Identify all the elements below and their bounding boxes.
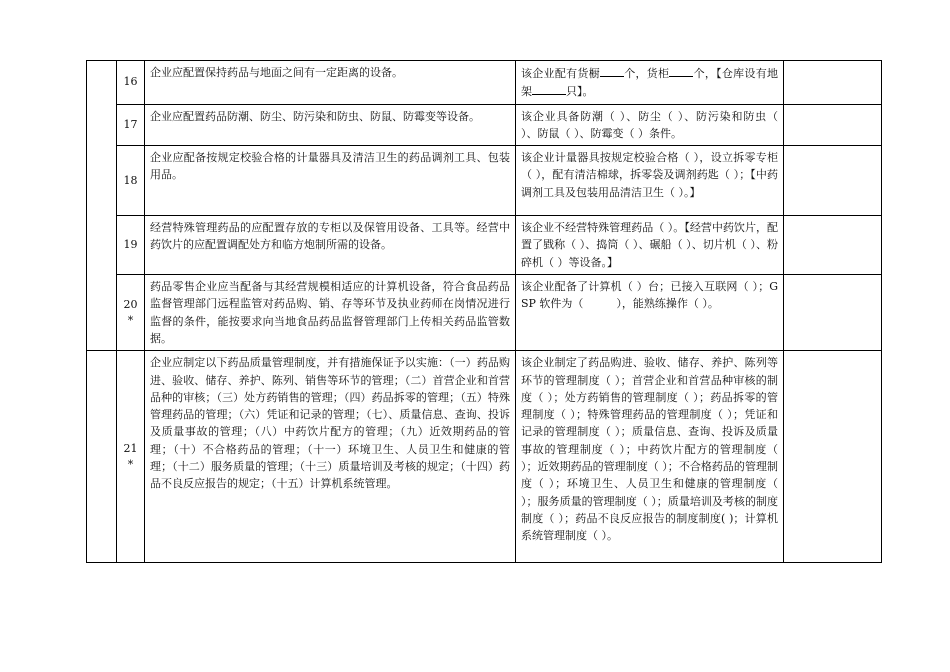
section-cell	[87, 351, 117, 563]
blank-line	[600, 64, 624, 77]
check-text: 该企业具备防潮（ ）、防尘（ ）、防污染和防虫（ ）、防鼠（ ）、防霉变（ ）条件。	[516, 104, 784, 146]
table-row	[87, 216, 882, 275]
item-number: 17	[117, 104, 145, 146]
item-number: 19	[117, 216, 145, 275]
section-cell	[87, 61, 117, 351]
table-row	[87, 351, 882, 563]
check-text: 该企业配备了计算机（ ）台；已接入互联网（ ）；GSP 软件为（ ），能熟练操作（ ）。	[516, 275, 784, 351]
item-number: 16	[117, 61, 145, 105]
requirement-text: 药品零售企业应当配备与其经营规模相适应的计算机设备，符合食品药品监督管理部门远程监管对药品购、销、存等环节及执业药师在岗情况进行监督的条件，能按要求向当地食品药品监督管理部门上传相关药品监管数据。	[145, 275, 516, 351]
requirement-text: 经营特殊管理药品的应配置存放的专柜以及保管用设备、工具等。经营中药饮片的应配置调配处方和临方炮制所需的设备。	[145, 216, 516, 275]
item-number: 21 *	[117, 351, 145, 563]
result-cell	[784, 146, 882, 216]
inspection-table	[86, 60, 882, 563]
check-text: 该企业计量器具按规定校验合格（ ），设立拆零专柜（ ），配有清洁棉球，拆零袋及调剂药匙（ ）；【中药调剂工具及包装用品清洁卫生（ ）。】	[516, 146, 784, 216]
item-number: 18	[117, 146, 145, 216]
requirement-text: 企业应配置保持药品与地面之间有一定距离的设备。	[145, 61, 516, 105]
star-mark: *	[127, 313, 134, 327]
result-cell	[784, 61, 882, 105]
table-row	[87, 61, 882, 105]
result-cell	[784, 104, 882, 146]
check-text: 该企业配有货橱 个，货柜 个，【仓库设有地架 只】。	[516, 61, 784, 105]
result-cell	[784, 216, 882, 275]
blank-line	[532, 82, 566, 95]
requirement-text: 企业应配备按规定校验合格的计量器具及清洁卫生的药品调剂工具、包装用品。	[145, 146, 516, 216]
requirement-text: 企业应配置药品防潮、防尘、防污染和防虫、防鼠、防霉变等设备。	[145, 104, 516, 146]
blank-line	[669, 64, 693, 77]
table-row	[87, 146, 882, 216]
star-mark: *	[127, 457, 134, 471]
result-cell	[784, 351, 882, 563]
result-cell	[784, 275, 882, 351]
item-number: 20 *	[117, 275, 145, 351]
check-text: 该企业制定了药品购进、验收、储存、养护、陈列等环节的管理制度（ ）；首营企业和首营品种审核的制度（ ）；处方药销售的管理制度（ ）；药品拆零的管理制度（ ）；特殊管理药品的管理制度（ ）；凭证和记录的管理制度（ ）；质量信息、查询、投诉及质量事故的管理制度（ ）；中药饮片配方的管理制度（ ）；近效期药品的管理制度（ ）；不合格药品的管理制度（ ）；环境卫生、人员卫生和健康的管理制度（ ）；服务质量的管理制度（ ）；质量培训及考核的制度制度（ ）；药品不良反应报告的制度制度( )；计算机系统管理制度（ ）。	[516, 351, 784, 563]
check-text: 该企业不经营特殊管理药品（ ）。【经营中药饮片，配置了戥称（ ）、捣筒（ ）、碾船（ ）、切片机（ ）、粉碎机（ ）等设备。】	[516, 216, 784, 275]
table-row	[87, 275, 882, 351]
requirement-text: 企业应制定以下药品质量管理制度，并有措施保证予以实施：（一）药品购进、验收、储存、养护、陈列、销售等环节的管理；（二）首营企业和首营品种的审核；（三）处方药销售的管理；（四）药品拆零的管理；（五）特殊管理药品的管理；（六）凭证和记录的管理；（七）、质量信息、查询、投诉及质量事故的管理；（八）中药饮片配方的管理；（九）近效期药品的管理；（十）不合格药品的管理；（十一）环境卫生、人员卫生和健康的管理；（十二）服务质量的管理；（十三）质量培训及考核的规定；（十四）药品不良反应报告的规定；（十五）计算机系统管理。	[145, 351, 516, 563]
table-row	[87, 104, 882, 146]
